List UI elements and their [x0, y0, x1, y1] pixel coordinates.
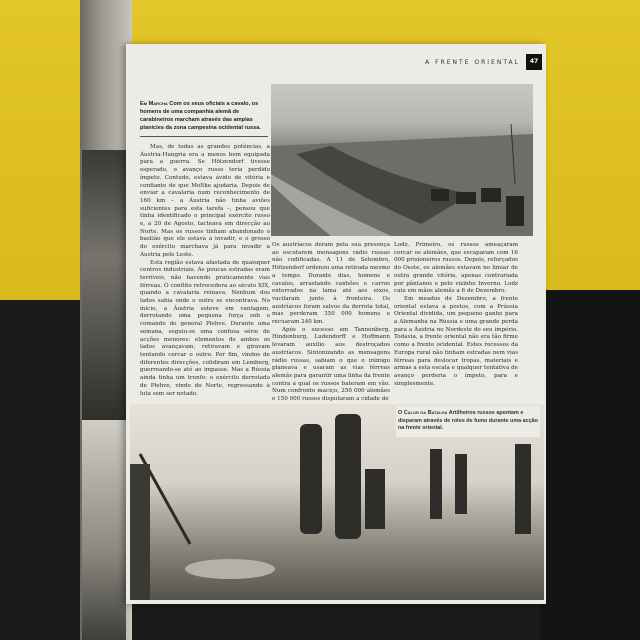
dark-background [540, 290, 640, 640]
left-page-photo-lower [82, 420, 126, 640]
photo-caption-top [140, 100, 268, 132]
photo-marching-troops [271, 84, 533, 236]
paragraph: Os austríacos deram pela sua presença ao escutarem mensagens rádio russas não codificadas. A 11 de Setembro, Hötzendorf ordenou uma retirada mesmo a tempo. Durante dias, homens e cavalos, arrastando canhões e carros enterrados na lama até aos eixos, vacilaram junto à fronteira. Os austríacos foram salvos da derrota total, mas perderam 350 000 homens e recuaram 240 km. [272, 242, 391, 326]
soldier-left [130, 464, 150, 600]
photo-marching-illustration [271, 84, 533, 236]
text-column-1 [140, 144, 270, 398]
text-column-3 [394, 242, 518, 388]
photo-caption-bottom [396, 406, 540, 437]
smoke [185, 559, 275, 579]
paragraph: Em meados de Dezembro, a frente oriental estava a postos, com a Prússia Oriental dividida, um pequeno ganho para a Alemanha na Rússia e uma grande perda para a Áustria no Nordeste do seu império. Todavia, a frente oriental não era tão firme como a frente ocidental. Estes recessos da Europa rural não tinham estradas nem vias férreas para deslocar tropas, materiais e armas a esta escala e qualquer tentativa de avanço perderia o ímpeto, para e simplesmente. [394, 295, 518, 387]
caption-text: Com os seus oficiais a cavalo, os homens de uma companhia alemã de carabineiros marcham através das amplas planícies da zona campesina ocidental russa. [140, 101, 261, 131]
caption-text: Artilheiros russos apontam e disparam através de rolos de fumo durante uma acção na frente oriental. [398, 410, 538, 431]
caption-lead: Em Marcha [140, 101, 168, 107]
text-column-2 [272, 242, 390, 404]
paragraph: Lodz. Primeiro, os russos ameaçaram cercar os alemães, que escaparam com 16 000 prisioneiros russos. Depois, reforçados do Oeste, os alemães estavam no limiar de outra grande vitória, apenas contrariada por pântanos e pelo vizinho Inverno. Lodz caiu em mãos alemãs a 6 de Dezembro. [394, 242, 518, 295]
magazine-page [126, 44, 546, 604]
paragraph: Após o sucesso em Tannenberg, Hindenburg, Ludendorff e Hoffmann levaram auxílio aos destroçados austríacos. Sintonizando as mensagens rádio russas, sabiam o que o inimigo planeava e usaram as vias férreas alemãs para garantir uma linha da frente contra a qual os russos bateram em vão. Num confronto maciço, 250 000 alemães e 150 000 russos disputaram a cidade de [272, 326, 390, 403]
caption-divider [140, 136, 268, 137]
running-title: A FRENTE ORIENTAL [425, 59, 520, 66]
paragraph: Esta região estava afastada de quaisquer centros industriais. As poucas estradas eram terríveis, não havendo praticamente vias férreas. O conflito retrocedera ao século XIX, quando a cavalaria reinava. Nenhum dos lados sabia onde o outro se encontrava. No início, a Áustria esteve em vantagem, derrotando uma pequena força sob o comando do general Plehve. Durante uma semana, seguiu-se uma confusa série de acções menores: elementos de ambos os lados avançavam, retiravam e giravam tentando cercar o outro. Por fim, vindos de diferentes direcções, colidiram em Lemberg, guerreando-se até ao impasse. Mas a Rússia ainda tinha um trunfo: o exército derrotado de Plehve, vindo do Norte, regressando à luta sem ser notado. [140, 259, 270, 397]
page-number: 47 [526, 54, 542, 70]
paragraph: Mas, de todas as grandes potências, a Áustria-Hungria era a menos bem equipada para a guerra. Se Hötzendorf tivesse esperado, o avanço russo teria perdido ímpeto. Contudo, estava ávido de vitória e confiante de que Moltke ajudaria. Depois de enviar a cavalaria num reconhecimento de 160 km – a Áustria não tinha aviões suficientes para esta tarefa –, pensou que tinha identificado o principal exército russo e, a 20 de Agosto, tacteava em direcção ao Norte. Mas os russos tinham abandonado o bastião que ele estava a invadir, e o grosso do exército marchava já para invadir a Áustria pelo Leste. [140, 144, 270, 258]
caption-lead: O Calor da Batalha [398, 410, 448, 416]
left-page-photo [82, 150, 126, 420]
